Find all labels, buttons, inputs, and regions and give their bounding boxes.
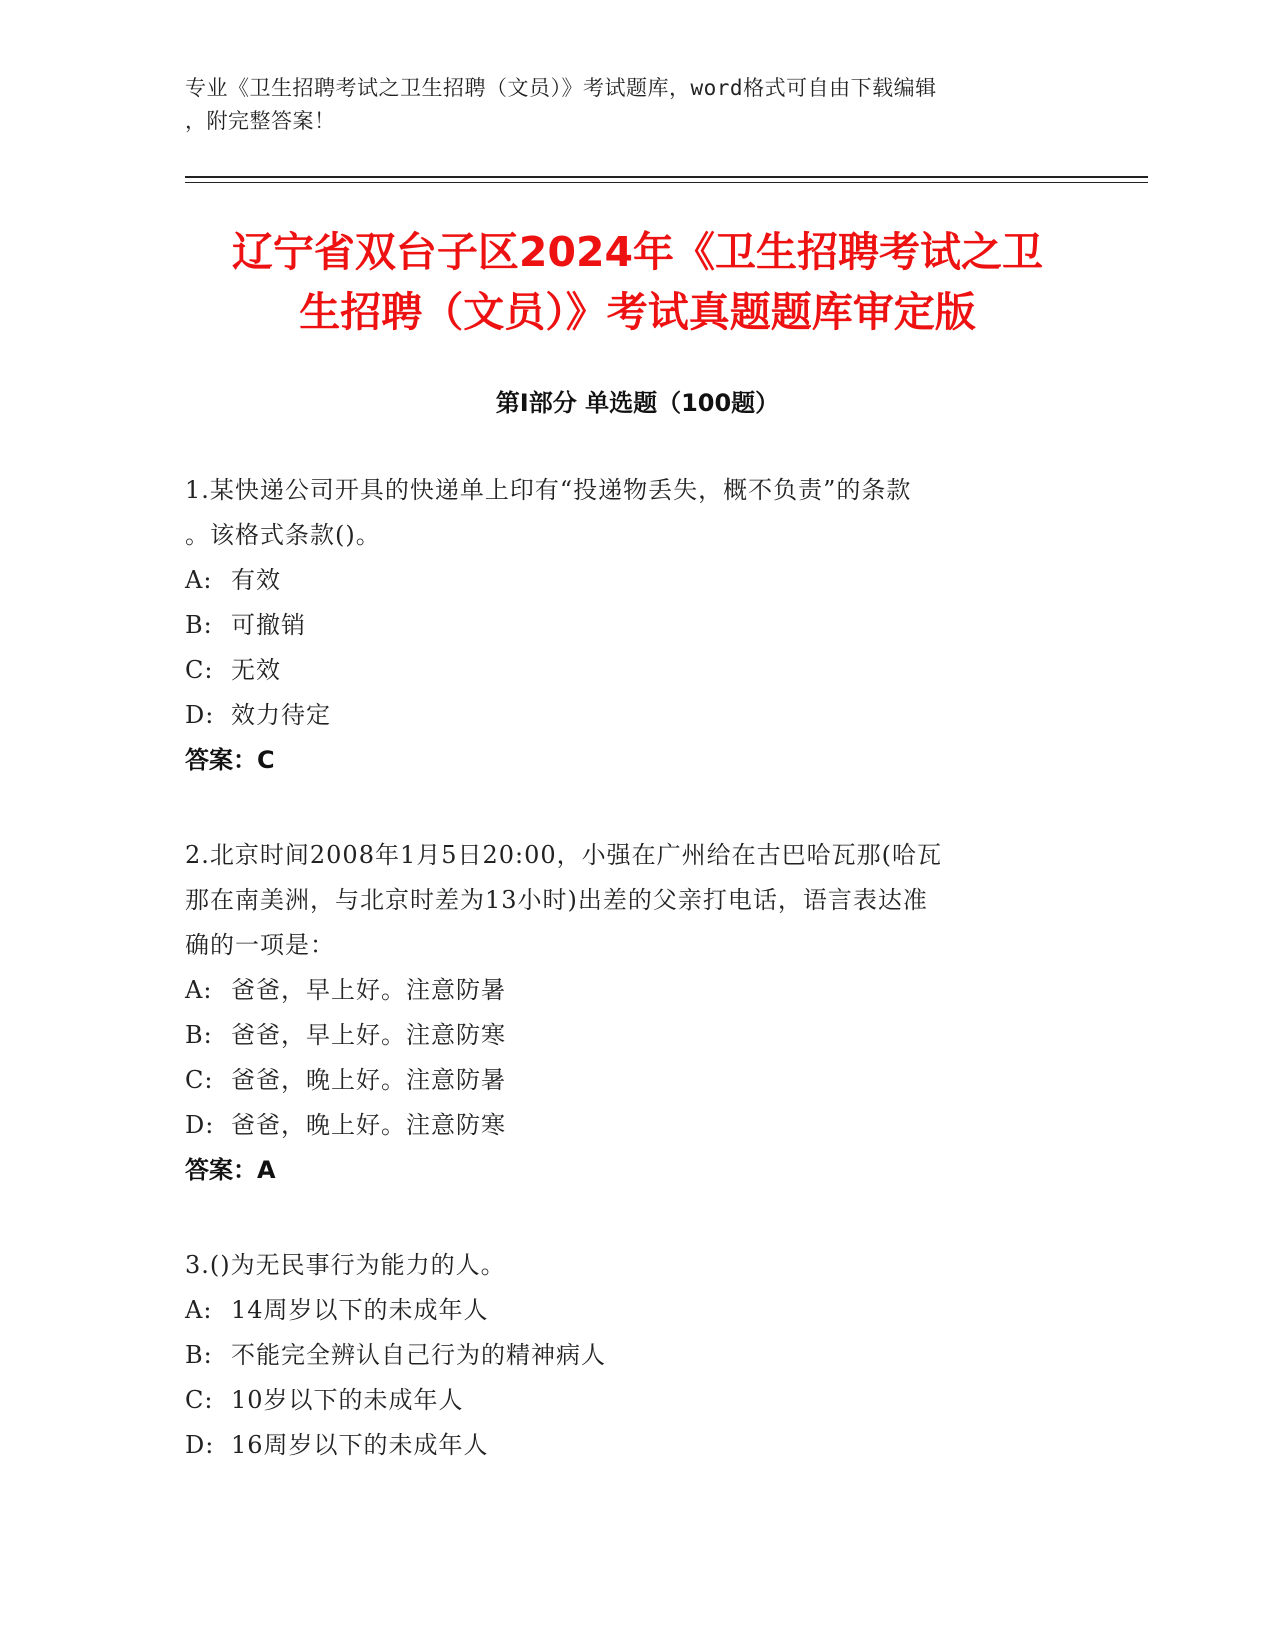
question-stem-line: 那在南美洲，与北京时差为13小时)出差的父亲打电话，语言表达准 [185,886,928,914]
answer-line: 答案：C [185,746,275,774]
option-text: 10岁以下的未成年人 [231,1386,464,1414]
option-letter: D: [185,1111,215,1139]
option-text: 可撤销 [231,611,306,639]
option-letter: A: [185,566,213,594]
header-note-line: 专业《卫生招聘考试之卫生招聘（文员）》考试题库，word格式可自由下载编辑 [185,76,937,100]
document-title-line: 辽宁省双台子区2024年《卫生招聘考试之卫 [231,228,1044,276]
document-title-line: 生招聘（文员）》考试真题题库审定版 [299,288,976,336]
option-a [185,968,1085,1013]
option-letter: B: [185,1341,213,1369]
option-c [185,1058,1085,1103]
question-stem-line: 。该格式条款()。 [185,521,381,549]
question-1 [185,468,1085,783]
question-stem-line: 2.北京时间2008年1月5日20:00，小强在广州给在古巴哈瓦那(哈瓦 [185,841,943,869]
option-b [185,603,1085,648]
option-d [185,1103,1085,1148]
question-stem-line: 3.()为无民事行为能力的人。 [185,1251,506,1279]
question-3 [185,1243,1085,1468]
option-text: 16周岁以下的未成年人 [231,1431,489,1459]
option-letter: D: [185,701,215,729]
document-title [150,222,1125,342]
option-text: 爸爸，晚上好。注意防寒 [231,1111,506,1139]
option-text: 无效 [231,656,281,684]
question-2 [185,833,1085,1193]
section-heading: 第Ⅰ部分 单选题（100题） [495,389,780,417]
option-c [185,1378,1085,1423]
option-text: 14周岁以下的未成年人 [231,1296,489,1324]
option-letter: B: [185,1021,213,1049]
option-b [185,1013,1085,1058]
question-stem [185,833,1085,968]
option-c [185,648,1085,693]
option-letter: B: [185,611,213,639]
option-d [185,693,1085,738]
option-text: 爸爸，早上好。注意防暑 [231,976,506,1004]
header-note-line: ，附完整答案！ [185,109,336,133]
option-text: 不能完全辨认自己行为的精神病人 [231,1341,606,1369]
header-divider [185,176,1148,178]
option-text: 爸爸，早上好。注意防寒 [231,1021,506,1049]
header-divider-thin [185,182,1148,183]
option-text: 有效 [231,566,281,594]
question-stem-line: 确的一项是： [185,931,335,959]
option-d [185,1423,1085,1468]
header-note [185,72,1065,138]
option-text: 效力待定 [231,701,331,729]
option-letter: C: [185,656,214,684]
option-letter: C: [185,1066,214,1094]
option-b [185,1333,1085,1378]
question-stem [185,1243,1085,1288]
option-letter: A: [185,976,213,1004]
option-text: 爸爸，晚上好。注意防暑 [231,1066,506,1094]
option-a [185,558,1085,603]
answer-line: 答案：A [185,1156,276,1184]
question-stem [185,468,1085,558]
option-letter: C: [185,1386,214,1414]
option-letter: A: [185,1296,213,1324]
question-stem-line: 1.某快递公司开具的快递单上印有“投递物丢失，概不负责”的条款 [185,476,912,504]
option-letter: D: [185,1431,215,1459]
option-a [185,1288,1085,1333]
